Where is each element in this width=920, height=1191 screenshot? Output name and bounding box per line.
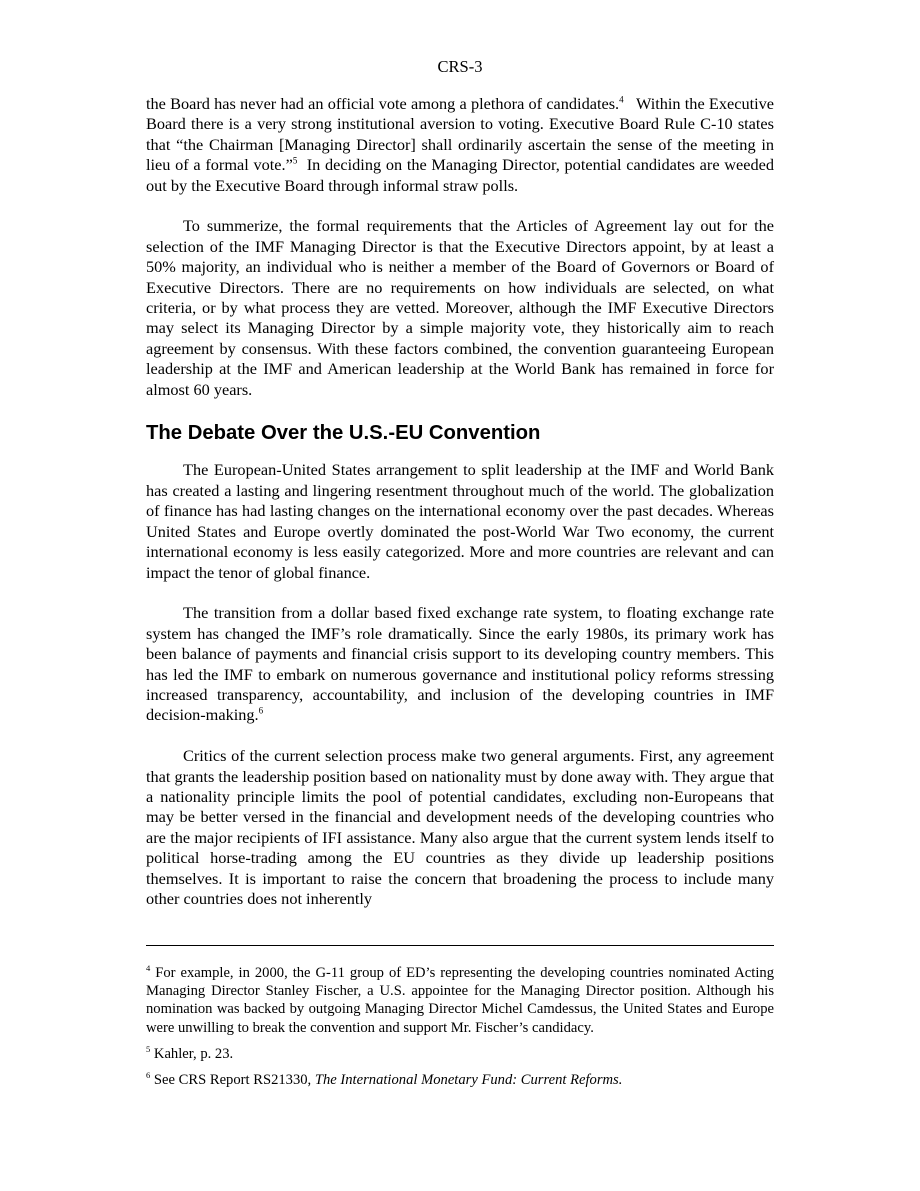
paragraph-1-text-b: Within the Executive Board there is a very strong institutional aversion to voting. Executive Board Rule C-10 states that “the Chairman [Managing Director] shall ordinarily ascertain the sense of the meeting in lieu of a formal vote.” <box>146 94 779 175</box>
footnote-5 <box>146 1045 774 1063</box>
footnote-6-report-title: The International Monetary Fund: Current Reforms. <box>314 1072 623 1089</box>
footnote-6 <box>146 1071 774 1089</box>
paragraph-1-text-c: In deciding on the Managing Director, potential candidates are weeded out by the Executive Board through informal straw polls. <box>146 155 779 195</box>
paragraph-1-text-a: the Board has never had an official vote among a plethora of candidates. <box>146 94 620 113</box>
paragraph-2: To summerize, the formal requirements that the Articles of Agreement lay out for the selection of the IMF Managing Director is that the Executive Directors appoint, by at least a 50% majority, an individual who is neither a member of the Board of Governors or Board of Executive Directors. There are no requirements on how individuals are selected, on what criteria, or by what process they are vetted. Moreover, although the IMF Executive Directors may select its Managing Director by a simple majority vote, they historically aim to reach agreement by consensus. With these factors combined, the convention guaranteeing European leadership at the IMF and American leadership at the World Bank has remained in force for almost 60 years. <box>146 216 774 399</box>
paragraph-1 <box>146 94 779 196</box>
footnote-ref-4[interactable]: 4 <box>619 94 624 105</box>
paragraph-4 <box>146 603 774 725</box>
paragraph-3: The European-United States arrangement to split leadership at the IMF and World Bank has created a lasting and lingering resentment throughout much of the world. The globalization of finance has had lasting changes on the international economy over the past decades. Whereas United States and Europe overtly dominated the post-World War Two economy, the current international economy is less easily categorized. More and more countries are relevant and can impact the tenor of global finance. <box>146 460 774 582</box>
footnote-6-number: 6 <box>146 1070 151 1081</box>
footnote-6-text: See CRS Report RS21330, <box>150 1072 315 1089</box>
footnote-4 <box>146 964 774 1037</box>
footnote-4-text: For example, in 2000, the G-11 group of ED’s representing the developing countries nominated Acting Managing Director Stanley Fischer, a U.S. appointee for the Managing Director position. Although his nomination was backed by outgoing Managing Director Michel Camdessus, the United States and Europe were unwilling to break the convention and support Mr. Fischer’s candidacy. <box>146 965 774 1036</box>
page-header: CRS-3 <box>437 57 483 76</box>
section-heading: The Debate Over the U.S.-EU Convention <box>146 422 541 445</box>
paragraph-5: Critics of the current selection process make two general arguments. First, any agreement that grants the leadership position based on nationality must by done away with. They argue that a nationality principle limits the pool of potential candidates, excluding non-Europeans that may be better versed in the financial and development needs of the developing countries who are the major recipients of IFI assistance. Many also argue that the current system lends itself to political horse-trading among the EU countries as they divide up leadership positions themselves. It is important to raise the concern that broadening the process to include many other countries does not inherently <box>146 746 774 908</box>
footnote-5-text: Kahler, p. 23. <box>150 1045 234 1062</box>
footnote-4-number: 4 <box>146 963 151 974</box>
footnote-ref-6[interactable]: 6 <box>258 705 264 716</box>
footnote-divider <box>146 945 774 946</box>
footnote-5-number: 5 <box>146 1043 151 1054</box>
footnotes <box>146 964 774 1097</box>
footnote-ref-5[interactable]: 5 <box>292 155 298 166</box>
paragraph-4-text: The transition from a dollar based fixed exchange rate system, to floating exchange rate system has changed the IMF’s role dramatically. Since the early 1980s, its primary work has been balance of payments and financial crisis support to its developing country members. This has led the IMF to embark on numerous governance and institutional policy reforms stressing increased transparency, accountability, and inclusion of the developing countries in IMF decision-making. <box>146 603 774 725</box>
body-text <box>146 94 779 930</box>
